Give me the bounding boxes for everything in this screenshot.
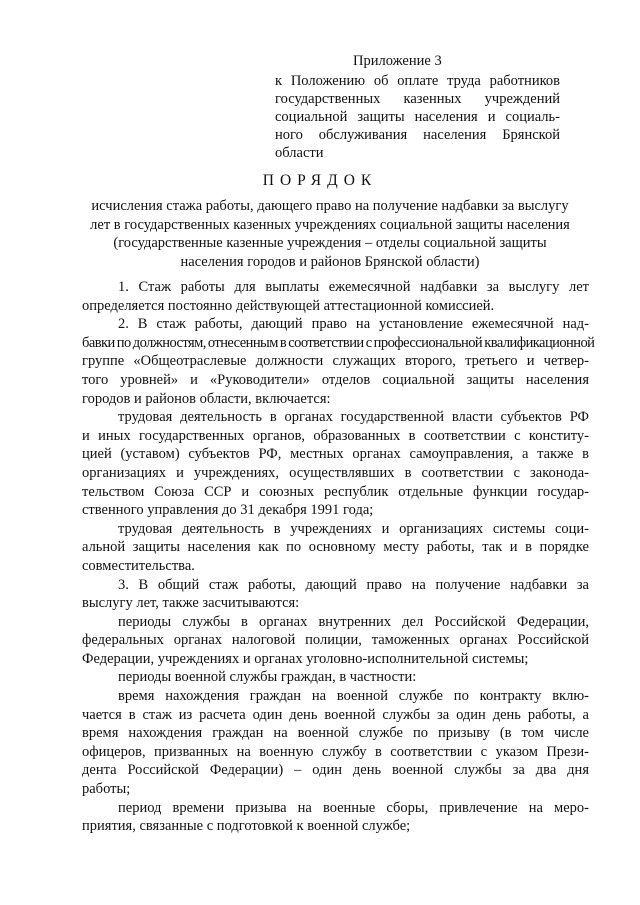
paragraph-3 — [82, 576, 589, 613]
text-line: чается в стаж из расчета один день военной службы за один день работы, а — [82, 706, 589, 723]
text-line: приятия, связанные с подготовкой к военной службе; — [82, 818, 411, 835]
paragraph-3-item-3 — [82, 687, 589, 799]
paragraph-2-item-2 — [82, 520, 589, 576]
text-line: периоды военной службы граждан, в частности: — [118, 669, 417, 686]
subtitle-line: (государственные казенные учреждения – отделы социальной защиты — [113, 235, 547, 251]
paragraph-2-item-1 — [82, 408, 589, 520]
text-line: выслугу лет, также засчитываются: — [82, 595, 300, 612]
text-line: время нахождения граждан на военной службе по контракту вклю- — [118, 688, 589, 705]
text-line: трудовая деятельность в органах государственной власти субъектов РФ — [118, 409, 589, 426]
text-line: бавки по должностям, отнесенным в соответствии с профессиональной квалификационной — [82, 334, 595, 351]
text-line: альной защиты населения как по основному месту работы, так и в порядке — [82, 539, 589, 556]
text-line: время нахождения граждан на военной службе по призыву (в том числе — [82, 725, 589, 742]
appendix-line: социальной защиты населения и социаль- — [275, 109, 560, 125]
paragraph-3-item-1 — [82, 613, 589, 669]
appendix-header — [275, 52, 560, 162]
text-line: организациях и учреждениях, осуществлявших в соответствии с законода- — [82, 464, 589, 481]
appendix-line: ного обслуживания населения Брянской — [275, 127, 560, 143]
text-line: 2. В стаж работы, дающий право на установление ежемесячной над- — [118, 316, 589, 333]
subtitle-line: исчисления стажа работы, дающего право на получение надбавки за выслугу — [91, 198, 569, 214]
text-line: совместительства. — [82, 557, 195, 574]
text-line: группе «Общеотраслевые должности служащих второго, третьего и четвер- — [82, 353, 589, 370]
document-body — [82, 278, 595, 836]
text-line: периоды службы в органах внутренних дел Российской Федерации, — [118, 613, 589, 630]
text-line: работы; — [82, 781, 131, 798]
text-line: городов и районов области, включается: — [82, 390, 331, 407]
subtitle-line: лет в государственных казенных учреждениях социальной защиты населения — [90, 216, 570, 233]
appendix-title: Приложение 3 — [353, 53, 442, 69]
text-line: тельством Союза ССР и союзных республик отдельные функции государ- — [82, 483, 589, 500]
text-line: офицеров, призванных на военную службу в соответствии с указом Прези- — [82, 743, 589, 760]
appendix-line: к Положению об оплате труда работников — [275, 73, 560, 89]
text-line: определяется постоянно действующей аттестационной комиссией. — [82, 297, 495, 314]
text-line: федеральных органах налоговой полиции, таможенных органах Российской — [82, 632, 589, 649]
document-subtitle — [60, 197, 600, 271]
document-title: ПОРЯДОК — [262, 172, 378, 189]
paragraph-3-item-4 — [82, 799, 589, 836]
paragraph-2 — [82, 315, 595, 408]
text-line: 1. Стаж работы для выплаты ежемесячной надбавки за выслугу лет — [118, 279, 589, 295]
appendix-line: области — [275, 145, 324, 161]
text-line: дента Российской Федерации) – один день военной службы за два дня — [82, 762, 589, 779]
paragraph-3-item-2 — [82, 668, 589, 687]
subtitle-line: населения городов и районов Брянской области) — [180, 253, 480, 270]
text-line: ственного управления до 31 декабря 1991 года; — [82, 502, 374, 519]
text-line: период времени призыва на военные сборы, привлечение на меро- — [118, 799, 589, 816]
text-line: цией (уставом) субъектов РФ, местных органах самоуправления, а также в — [82, 446, 589, 463]
text-line: трудовая деятельность в учреждениях и организациях системы соци- — [118, 520, 589, 537]
text-line: того уровней» и «Руководители» отделов социальной защиты населения — [82, 371, 589, 388]
text-line: 3. В общий стаж работы, дающий право на получение надбавки за — [118, 576, 589, 593]
paragraph-1 — [82, 278, 589, 315]
appendix-line: государственных казенных учреждений — [275, 91, 560, 107]
text-line: и иных государственных органов, образованных в соответствии с конститу- — [82, 427, 589, 444]
text-line: Федерации, учреждениях и органах уголовно-исполнительной системы; — [82, 650, 529, 667]
